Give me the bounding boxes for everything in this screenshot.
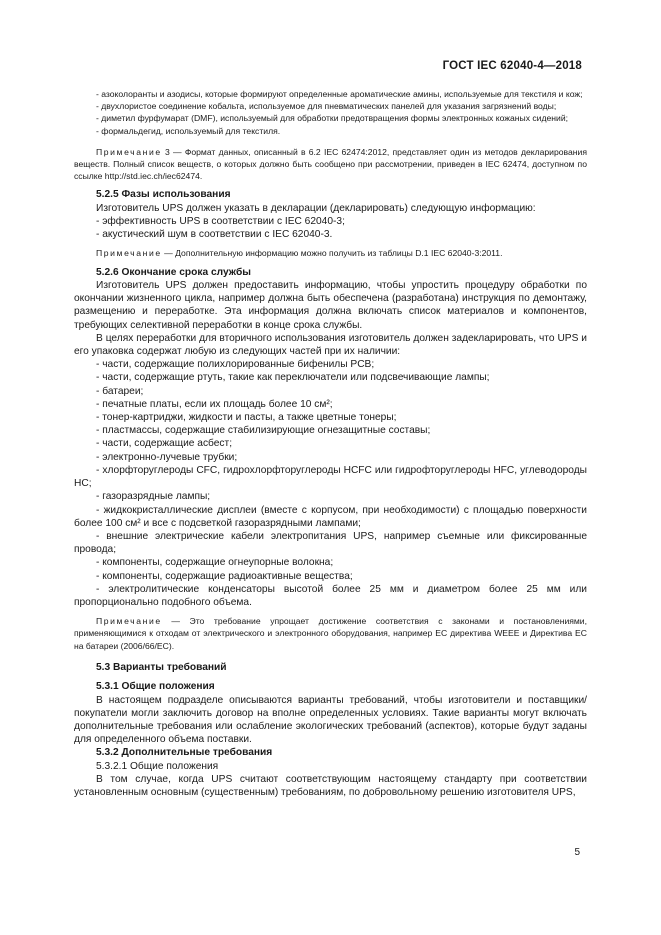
paragraph: В том случае, когда UPS считают соответствующим настоящему стандарту при соответствии установленным основным (существенным) требованиям, по добровольному решению изготовителя UPS, bbox=[74, 774, 587, 799]
list-item: - пластмассы, содержащие стабилизирующие огнезащитные составы; bbox=[96, 425, 431, 437]
section-heading-5-3-2: 5.3.2 Дополнительные требования bbox=[96, 747, 273, 759]
note-text: — Дополнительную информацию можно получить из таблицы D.1 IEC 62040-3:2011. bbox=[161, 248, 503, 259]
list-item: - части, содержащие ртуть, такие как переключатели или подсвечивающие лампы; bbox=[96, 372, 490, 384]
list-item: - хлорфторуглероды CFC, гидрохлорфторуглероды HCFC или гидрофторуглероды HFC, углеводороды HC; bbox=[74, 464, 587, 490]
note-text: — Это требование упрощает достижение соответствия с законами и постановлениями, применяющимися к отходам от электрического и электронного оборудования, например ЕС директива WEEE и Директива ЕС на батареи (2006/66/EC). bbox=[74, 616, 587, 651]
list-item: - жидкокристаллические дисплеи (вместе с корпусом, при необходимости) с площадью поверхности более 100 см² и все с подсветкой газоразрядными лампами; bbox=[74, 504, 587, 529]
section-heading-5-3-1: 5.3.1 Общие положения bbox=[96, 681, 215, 693]
list-item: - эффективность UPS в соответствии с IEC 62040-3; bbox=[96, 216, 345, 228]
list-item: - двухлористое соединение кобальта, используемое для пневматических панелей для указания загрязнений воды; bbox=[96, 101, 557, 112]
list-item: - внешние электрические кабели электропитания UPS, например съемные или фиксированные провода; bbox=[74, 530, 587, 556]
paragraph: Изготовитель UPS должен указать в декларации (декларировать) следующую информацию: bbox=[96, 202, 536, 214]
section-heading-5-3: 5.3 Варианты требований bbox=[96, 661, 227, 673]
note-text: 3 — Формат данных, описанный в 6.2 IEC 62474:2012, представляет один из методов декларирования веществ. Полный список веществ, о которых должно быть сообщено при рассмотрении, приведен в IEC 62474, доступном по ссылке http://std.iec.ch/iec62474. bbox=[74, 146, 587, 182]
paragraph: В целях переработки для вторичного использования изготовитель должен задекларировать, что UPS и его упаковка содержат любую из следующих частей при их наличии: bbox=[74, 332, 587, 358]
list-item: - азоколоранты и азодисы, которые формируют определенные ароматические амины, используемые для текстиля и кож; bbox=[96, 89, 583, 99]
list-item: - части, содержащие полихлорированные бифенилы PCB; bbox=[96, 359, 375, 371]
note bbox=[74, 615, 587, 652]
section-heading-5-3-2-1: 5.3.2.1 Общие положения bbox=[96, 760, 219, 772]
note-3 bbox=[74, 146, 587, 183]
document-id-header: ГОСТ IEC 62040-4—2018 bbox=[442, 60, 582, 72]
paragraph: Изготовитель UPS должен предоставить информацию, чтобы упростить процедуру обработки по окончании жизненного цикла, например должна быть обеспечена (разработана) инструкция по демонтажу, размещению и переработке. Эта информация должна включать список материалов и компонентов, требующих селективной переработки в конце срока службы. bbox=[74, 280, 587, 331]
note-label: Примечание bbox=[96, 248, 162, 259]
list-item: - электронно-лучевые трубки; bbox=[96, 451, 238, 463]
paragraph: В настоящем подразделе описываются варианты требований, чтобы изготовители и поставщики/покупатели могли заключить договор на вполне определенных условиях. Такие варианты могут включать дополнительные требования или ослабление экологических требований (аспектов), которые будут заданы для определенного объема поставки. bbox=[74, 694, 587, 746]
list-item: - компоненты, содержащие радиоактивные вещества; bbox=[96, 570, 353, 582]
note-label: Примечание bbox=[96, 616, 162, 627]
list-item: - печатные платы, если их площадь более 10 см²; bbox=[96, 398, 333, 410]
list-item: - батареи; bbox=[96, 385, 144, 397]
page-content bbox=[74, 88, 587, 800]
note-label: Примечание bbox=[96, 146, 162, 157]
list-item: - акустический шум в соответствии с IEC 62040-3. bbox=[96, 229, 333, 241]
list-item: - диметил фурфумарат (DMF), используемый для обработки предотвращения формы электронных кожаных сидений; bbox=[96, 113, 569, 124]
list-item: - электролитические конденсаторы высотой более 25 мм и диаметром более 25 мм или пропорционально подобного объема. bbox=[74, 583, 587, 608]
list-item: - тонер-картриджи, жидкости и пасты, а также цветные тонеры; bbox=[96, 412, 397, 424]
section-heading-5-2-5: 5.2.5 Фазы использования bbox=[96, 189, 231, 201]
list-item: - части, содержащие асбест; bbox=[96, 438, 233, 450]
section-heading-5-2-6: 5.2.6 Окончание срока службы bbox=[96, 266, 251, 278]
note bbox=[74, 247, 587, 259]
page-number: 5 bbox=[574, 847, 580, 858]
list-item: - газоразрядные лампы; bbox=[96, 491, 211, 503]
list-item: - компоненты, содержащие огнеупорные волокна; bbox=[96, 557, 334, 569]
list-item: - формальдегид, используемый для текстиля. bbox=[96, 125, 281, 136]
